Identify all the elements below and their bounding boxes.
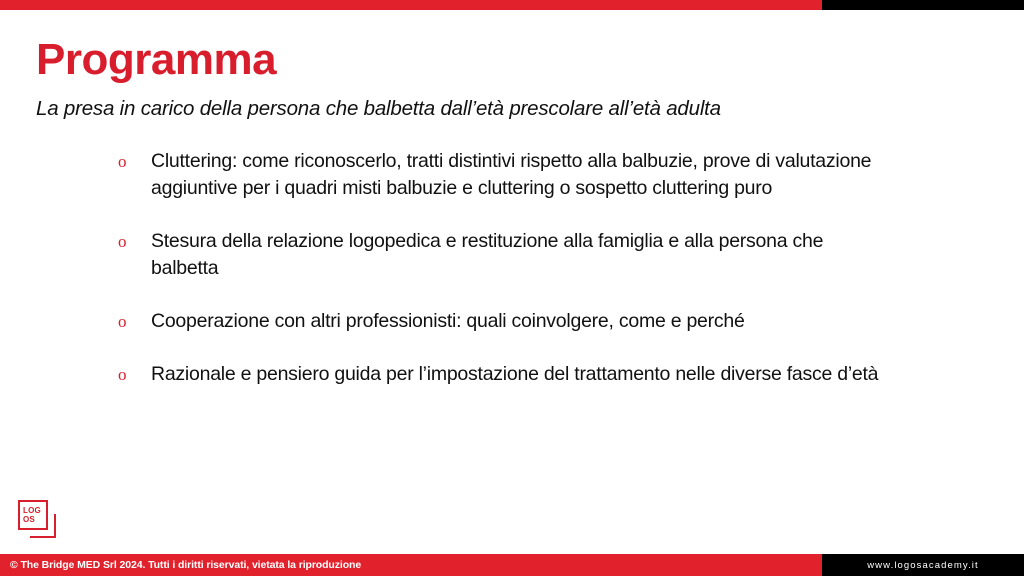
top-accent-bar [0, 0, 1024, 10]
list-item [118, 361, 888, 388]
footer-red-segment [0, 554, 822, 576]
logo-corner-vertical [54, 514, 56, 538]
copyright-text: © The Bridge MED Srl 2024. Tutti i diritti riservati, vietata la riproduzione [10, 559, 362, 571]
bullet-marker-icon: o [118, 312, 127, 331]
bullet-marker-icon: o [118, 152, 127, 171]
bullet-list [118, 148, 888, 388]
list-item [118, 148, 888, 202]
list-item-text: Cooperazione con altri professionisti: quali coinvolgere, come e perché [151, 310, 745, 332]
bullet-marker-icon: o [118, 232, 127, 251]
footer-black-segment [822, 554, 1024, 576]
list-item [118, 228, 888, 282]
top-bar-black-segment [822, 0, 1024, 10]
page-title: Programma [36, 35, 277, 84]
logo-corner-horizontal [30, 536, 56, 538]
website-url: www.logosacademy.it [867, 559, 979, 571]
logo-box [18, 500, 48, 530]
top-bar-red-segment [0, 0, 822, 10]
list-item-text: Razionale e pensiero guida per l’impostazione del trattamento nelle diverse fasce d’età [151, 363, 879, 385]
page-subtitle: La presa in carico della persona che balbetta dall’età prescolare all’età adulta [36, 97, 721, 120]
logo-text-line-1: LOG [23, 506, 41, 515]
logo-text-line-2: OS [23, 515, 35, 524]
list-item-text: Cluttering: come riconoscerlo, tratti distintivi rispetto alla balbuzie, prove di valutazione aggiuntive per i quadri misti balbuzie e cluttering o sospetto cluttering puro [151, 150, 872, 199]
bullet-marker-icon: o [118, 365, 127, 384]
list-item-text: Stesura della relazione logopedica e restituzione alla famiglia e alla persona che balbetta [151, 230, 824, 279]
logos-logo [18, 500, 60, 542]
list-item [118, 308, 888, 335]
footer-bar [0, 554, 1024, 576]
